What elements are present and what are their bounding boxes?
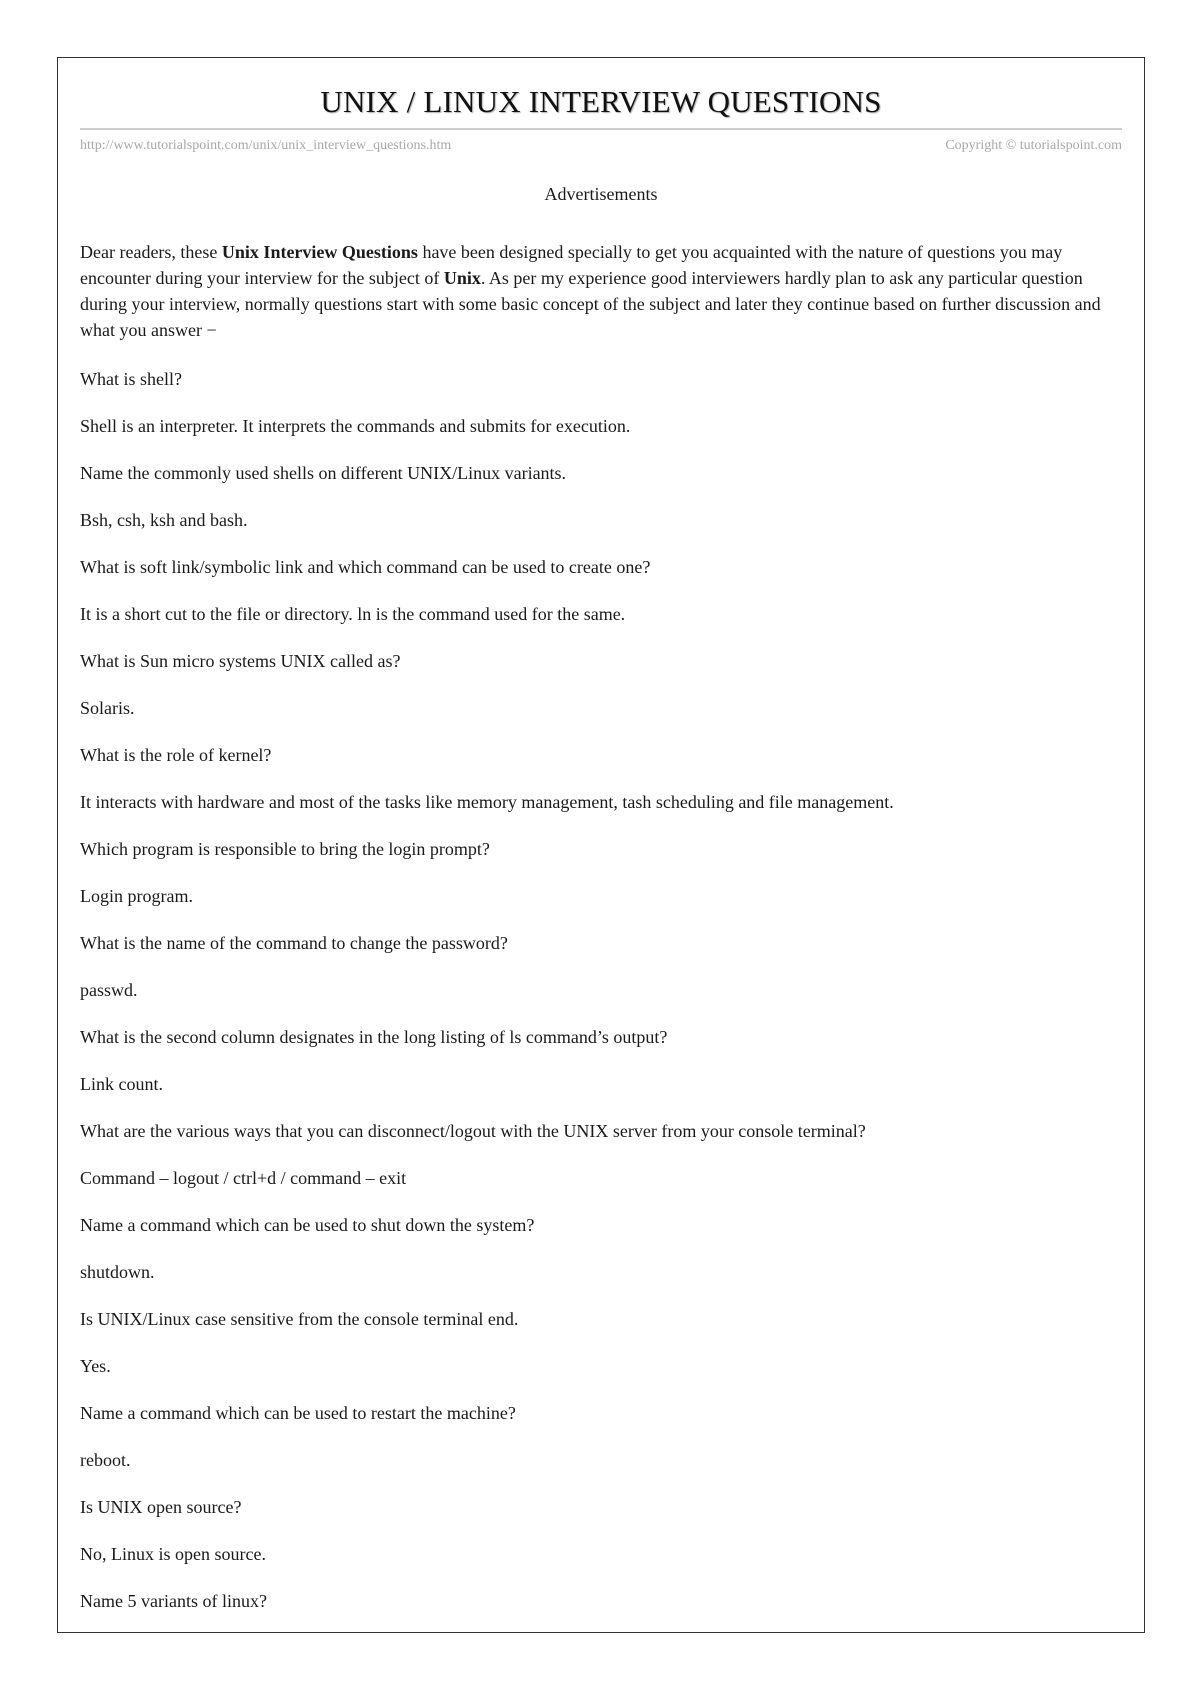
intro-bold-1: Unix Interview Questions <box>221 242 418 262</box>
question-line: Is UNIX/Linux case sensitive from the console terminal end. <box>80 1309 519 1329</box>
answer-line: Login program. <box>80 886 193 906</box>
question-line: Name the commonly used shells on different UNIX/Linux variants. <box>80 463 567 483</box>
question-line: What are the various ways that you can disconnect/logout with the UNIX server from your console terminal? <box>80 1121 866 1141</box>
intro-paragraph <box>80 239 1122 343</box>
answer-line: It interacts with hardware and most of the tasks like memory management, tash scheduling and file management. <box>80 792 894 812</box>
intro-bold-2: Unix <box>443 268 481 288</box>
answer-line: Solaris. <box>80 698 135 718</box>
question-line: What is shell? <box>80 369 182 389</box>
advertisements-label: Advertisements <box>544 184 658 204</box>
answer-line: It is a short cut to the file or directory. ln is the command used for the same. <box>80 604 626 624</box>
question-line: Name a command which can be used to restart the machine? <box>80 1403 516 1423</box>
answer-line: Link count. <box>80 1074 163 1094</box>
answer-line: Bsh, csh, ksh and bash. <box>80 510 248 530</box>
answer-line: No, Linux is open source. <box>80 1544 266 1564</box>
source-url: http://www.tutorialspoint.com/unix/unix_interview_questions.htm <box>80 138 452 153</box>
copyright-notice: Copyright © tutorialspoint.com <box>945 138 1122 153</box>
answer-line: Shell is an interpreter. It interprets the commands and submits for execution. <box>80 416 631 436</box>
question-line: Is UNIX open source? <box>80 1497 242 1517</box>
document-page <box>57 57 1145 1633</box>
answer-line: Command – logout / ctrl+d / command – exit <box>80 1168 407 1188</box>
question-line: What is Sun micro systems UNIX called as? <box>80 651 401 671</box>
question-line: What is the name of the command to change the password? <box>80 933 508 953</box>
question-line: What is soft link/symbolic link and which command can be used to create one? <box>80 557 651 577</box>
question-line: Name 5 variants of linux? <box>80 1591 267 1611</box>
question-line: Which program is responsible to bring the login prompt? <box>80 839 490 859</box>
answer-line: reboot. <box>80 1450 131 1470</box>
answer-line: Yes. <box>80 1356 111 1376</box>
intro-text-3: . As per my experience good interviewers hardly plan to ask any particular question during your interview, normally questions start with some basic concept of the subject and later they continue based on further discussion and what you answer − <box>80 268 1101 340</box>
question-line: What is the role of kernel? <box>80 745 272 765</box>
page-title: UNIX / LINUX INTERVIEW QUESTIONS <box>320 84 882 119</box>
answer-line: passwd. <box>80 980 138 1000</box>
answer-line: shutdown. <box>80 1262 155 1282</box>
question-line: Name a command which can be used to shut down the system? <box>80 1215 535 1235</box>
question-line: What is the second column designates in the long listing of ls command’s output? <box>80 1027 668 1047</box>
intro-text-2: have been designed specially to get you acquainted with the nature of questions you may encounter during your interview for the subject of <box>80 242 1063 288</box>
title-divider <box>80 128 1122 130</box>
intro-text-1: Dear readers, these <box>80 242 222 262</box>
